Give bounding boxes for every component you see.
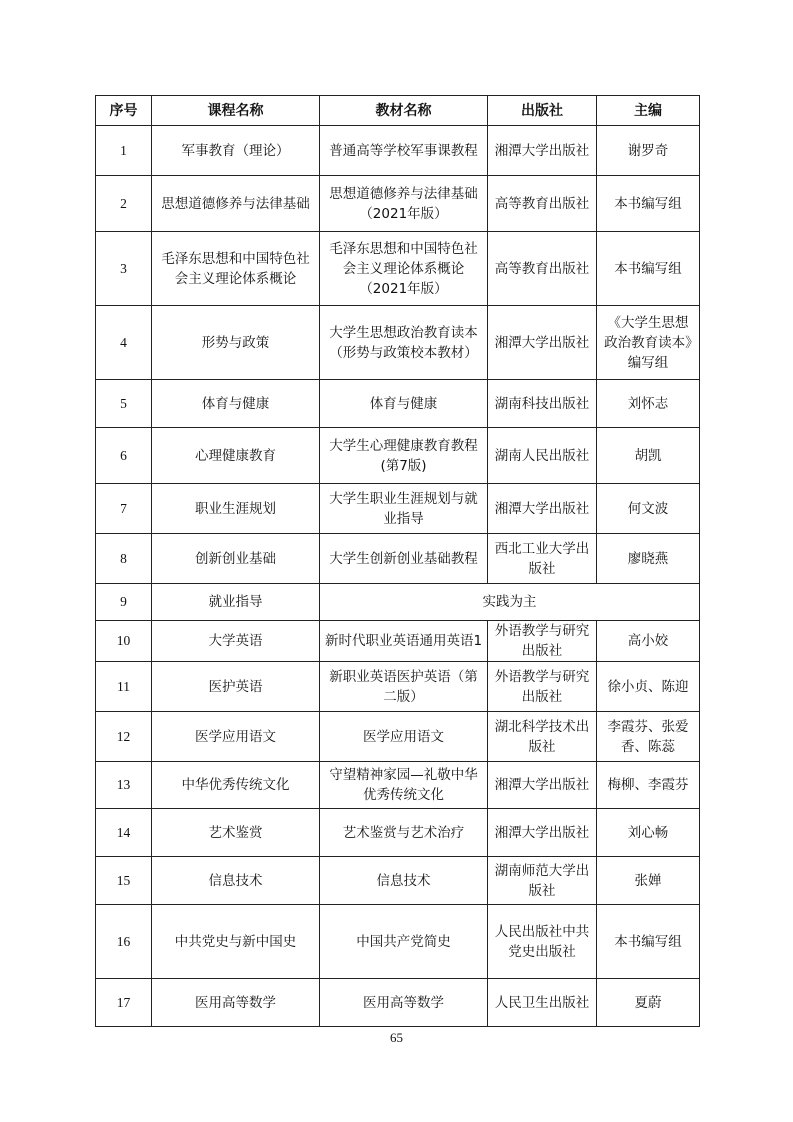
table-row [96,905,700,979]
row-number: 14 [96,809,152,857]
textbook-name: 大学生职业生涯规划与就业指导 [320,484,488,534]
textbook-name: 信息技术 [320,857,488,905]
table-row [96,428,700,484]
textbook-name: 大学生思想政治教育读本（形势与政策校本教材） [320,306,488,380]
publisher: 西北工业大学出版社 [488,534,597,584]
publisher: 人民出版社中共党史出版社 [488,905,597,979]
textbook-table [95,95,700,1027]
editor: 谢罗奇 [597,126,700,176]
table-body [96,126,700,1027]
textbook-name: 体育与健康 [320,380,488,428]
table-row [96,621,700,662]
editor: 刘心畅 [597,809,700,857]
editor: 何文波 [597,484,700,534]
course-name: 中华优秀传统文化 [152,762,320,809]
table-row [96,126,700,176]
row-number: 6 [96,428,152,484]
course-name: 信息技术 [152,857,320,905]
textbook-name: 中国共产党简史 [320,905,488,979]
course-name: 大学英语 [152,621,320,662]
publisher: 外语教学与研究出版社 [488,621,597,662]
table-row [96,306,700,380]
row-number: 17 [96,979,152,1027]
publisher: 湘潭大学出版社 [488,809,597,857]
publisher: 湖北科学技术出版社 [488,712,597,762]
publisher: 湘潭大学出版社 [488,126,597,176]
publisher: 湖南人民出版社 [488,428,597,484]
course-name: 军事教育（理论） [152,126,320,176]
publisher: 高等教育出版社 [488,176,597,232]
table-row [96,979,700,1027]
table-row [96,662,700,712]
editor: 夏蔚 [597,979,700,1027]
editor: 刘怀志 [597,380,700,428]
editor: 本书编写组 [597,232,700,306]
table-row [96,712,700,762]
header-textbook: 教材名称 [320,96,488,126]
textbook-name: 守望精神家园—礼敬中华优秀传统文化 [320,762,488,809]
row-number: 13 [96,762,152,809]
table-row [96,232,700,306]
header-course: 课程名称 [152,96,320,126]
publisher: 湘潭大学出版社 [488,484,597,534]
course-name: 医用高等数学 [152,979,320,1027]
row-number: 4 [96,306,152,380]
course-name: 就业指导 [152,584,320,621]
table-row [96,534,700,584]
editor: 高小姣 [597,621,700,662]
table-row [96,484,700,534]
course-name: 形势与政策 [152,306,320,380]
row-number: 9 [96,584,152,621]
table-header-row [96,96,700,126]
header-editor: 主编 [597,96,700,126]
textbook-name: 大学生心理健康教育教程(第7版) [320,428,488,484]
row-number: 5 [96,380,152,428]
publisher: 高等教育出版社 [488,232,597,306]
publisher: 外语教学与研究出版社 [488,662,597,712]
row-number: 10 [96,621,152,662]
publisher: 湘潭大学出版社 [488,762,597,809]
row-number: 1 [96,126,152,176]
course-name: 体育与健康 [152,380,320,428]
publisher: 湘潭大学出版社 [488,306,597,380]
row-number: 7 [96,484,152,534]
course-name: 创新创业基础 [152,534,320,584]
textbook-name: 普通高等学校军事课教程 [320,126,488,176]
row-number: 8 [96,534,152,584]
editor: 本书编写组 [597,905,700,979]
editor: 张婵 [597,857,700,905]
course-name: 医学应用语文 [152,712,320,762]
editor: 徐小贞、陈迎 [597,662,700,712]
row-number: 15 [96,857,152,905]
editor: 李霞芬、张爱香、陈蕊 [597,712,700,762]
textbook-name: 医学应用语文 [320,712,488,762]
table-row [96,176,700,232]
row-number: 2 [96,176,152,232]
course-name: 艺术鉴赏 [152,809,320,857]
course-name: 中共党史与新中国史 [152,905,320,979]
editor: 廖晓燕 [597,534,700,584]
textbook-name: 艺术鉴赏与艺术治疗 [320,809,488,857]
table-row [96,857,700,905]
merged-note: 实践为主 [320,584,700,621]
header-no: 序号 [96,96,152,126]
textbook-name: 新职业英语医护英语（第二版） [320,662,488,712]
course-name: 思想道德修养与法律基础 [152,176,320,232]
header-publisher: 出版社 [488,96,597,126]
editor: 《大学生思想政治教育读本》编写组 [597,306,700,380]
page-number: 65 [390,1030,403,1045]
textbook-name: 医用高等数学 [320,979,488,1027]
editor: 梅柳、李霞芬 [597,762,700,809]
table-row [96,762,700,809]
table-row [96,584,700,621]
row-number: 11 [96,662,152,712]
table-row [96,380,700,428]
publisher: 湖南科技出版社 [488,380,597,428]
textbook-name: 大学生创新创业基础教程 [320,534,488,584]
row-number: 12 [96,712,152,762]
course-name: 医护英语 [152,662,320,712]
row-number: 16 [96,905,152,979]
editor: 胡凯 [597,428,700,484]
publisher: 人民卫生出版社 [488,979,597,1027]
course-name: 心理健康教育 [152,428,320,484]
editor: 本书编写组 [597,176,700,232]
course-name: 毛泽东思想和中国特色社会主义理论体系概论 [152,232,320,306]
table-row [96,809,700,857]
textbook-name: 新时代职业英语通用英语1 [320,621,488,662]
row-number: 3 [96,232,152,306]
course-name: 职业生涯规划 [152,484,320,534]
textbook-name: 毛泽东思想和中国特色社会主义理论体系概论（2021年版） [320,232,488,306]
textbook-name: 思想道德修养与法律基础（2021年版） [320,176,488,232]
publisher: 湖南师范大学出版社 [488,857,597,905]
